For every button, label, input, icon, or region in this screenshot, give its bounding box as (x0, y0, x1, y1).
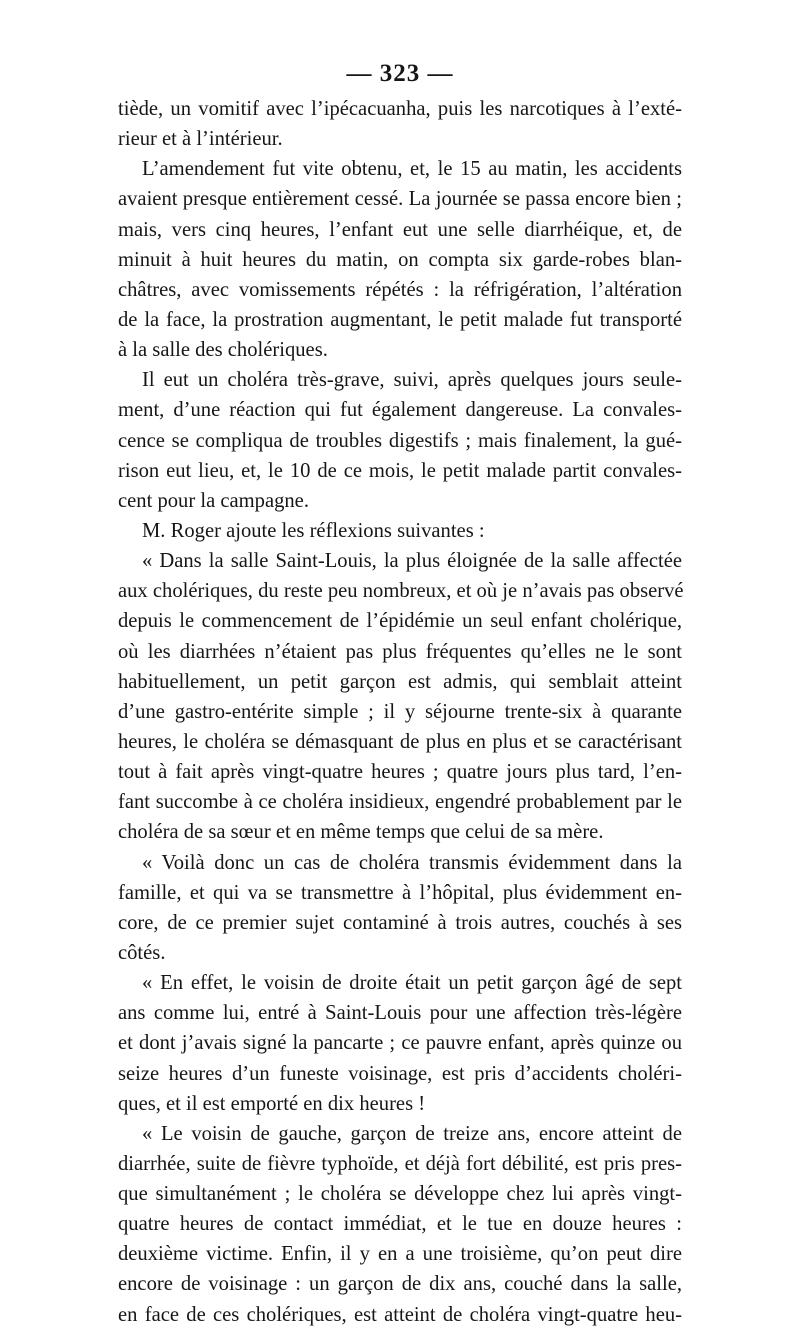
body-text (118, 94, 682, 1330)
text-line: deuxième victime. Enfin, il y en a une troisième, qu’on peut dire (118, 1243, 682, 1266)
text-line: et dont j’avais signé la pancarte ; ce pauvre enfant, après quinze ou (118, 1032, 682, 1055)
page-number: — 323 — (346, 60, 454, 87)
text-line: rieur et à l’intérieur. (118, 128, 283, 151)
text-line: d’une gastro-entérite simple ; il y séjourne trente-six à quarante (118, 700, 682, 723)
text-line: minuit à huit heures du matin, on compta six garde-robes blan- (118, 248, 682, 271)
text-line: depuis le commencement de l’épidémie un seul enfant cholérique, (118, 610, 682, 633)
text-line: « Voilà donc un cas de choléra transmis évidemment dans la (142, 851, 682, 874)
text-line: tiède, un vomitif avec l’ipécacuanha, puis les narcotiques à l’exté- (118, 98, 682, 120)
text-line: en face de ces cholériques, est atteint de choléra vingt-quatre heu- (118, 1303, 682, 1326)
text-line: ques, et il est emporté en dix heures ! (118, 1092, 426, 1115)
text-line: ment, d’une réaction qui fut également dangereuse. La convales- (118, 399, 682, 422)
text-line: « Le voisin de gauche, garçon de treize ans, encore atteint de (142, 1122, 682, 1145)
text-line: mais, vers cinq heures, l’enfant eut une selle diarrhéique, et, de (118, 218, 682, 241)
text-line: tout à fait après vingt-quatre heures ; quatre jours plus tard, l’en- (118, 761, 682, 784)
text-line: fant succombe à ce choléra insidieux, engendré probablement par le (118, 791, 682, 814)
text-line: châtres, avec vomissements répétés : la réfrigération, l’altération (118, 278, 682, 301)
text-line: habituellement, un petit garçon est admis, qui semblait atteint (118, 670, 682, 693)
text-line: côtés. (118, 941, 166, 964)
text-line: « En effet, le voisin de droite était un petit garçon âgé de sept (142, 972, 682, 995)
text-line: diarrhée, suite de fièvre typhoïde, et déjà fort débilité, est pris pres- (118, 1152, 682, 1175)
text-line: core, de ce premier sujet contaminé à trois autres, couchés à ses (118, 911, 682, 934)
text-line: M. Roger ajoute les réflexions suivantes : (142, 519, 485, 542)
text-line: seize heures d’un funeste voisinage, est pris d’accidents choléri- (118, 1062, 682, 1085)
text-line: heures, le choléra se démasquant de plus en plus et se caractérisant (118, 730, 682, 753)
text-line: à la salle des cholériques. (118, 339, 328, 362)
text-line: aux cholériques, du reste peu nombreux, et où je n’avais pas observé (118, 580, 684, 603)
text-line: famille, et qui va se transmettre à l’hôpital, plus évidemment en- (118, 881, 682, 904)
text-line: quatre heures de contact immédiat, et le tue en douze heures : (118, 1213, 682, 1236)
text-line: où les diarrhées n’étaient pas plus fréquentes qu’elles ne le sont (118, 640, 682, 663)
text-line: choléra de sa sœur et en même temps que celui de sa mère. (118, 821, 604, 844)
text-line: de la face, la prostration augmentant, le petit malade fut transporté (118, 308, 682, 331)
text-line: encore de voisinage : un garçon de dix ans, couché dans la salle, (118, 1273, 682, 1296)
text-line: cence se compliqua de troubles digestifs ; mais finalement, la gué- (118, 429, 682, 452)
text-line: rison eut lieu, et, le 10 de ce mois, le petit malade partit convales- (118, 459, 682, 482)
text-line: cent pour la campagne. (118, 489, 309, 512)
text-line: avaient presque entièrement cessé. La journée se passa encore bien ; (118, 188, 682, 211)
text-line: que simultanément ; le choléra se développe chez lui après vingt- (118, 1183, 682, 1206)
text-line: « Dans la salle Saint-Louis, la plus éloignée de la salle affectée (142, 550, 682, 573)
text-line: L’amendement fut vite obtenu, et, le 15 au matin, les accidents (142, 158, 682, 181)
text-line: Il eut un choléra très-grave, suivi, après quelques jours seule- (142, 369, 682, 392)
text-line: ans comme lui, entré à Saint-Louis pour une affection très-légère (118, 1002, 682, 1025)
